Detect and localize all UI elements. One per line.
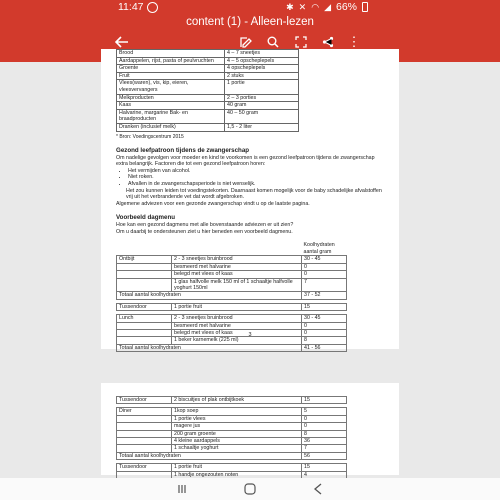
total-label-cell: Totaal aantal koolhydraten [117,292,302,299]
food-cell: 2 - 3 sneetjes bruinbrood [172,315,302,322]
page-number: 3 [248,332,252,338]
meal-cell [117,271,172,278]
carbs-cell: 8 [302,430,347,437]
table-row [117,50,299,58]
carbs-cell: 36 [302,438,347,445]
carbs-cell: 30 - 45 [302,256,347,263]
carbs-cell: 0 [302,415,347,422]
carbs-cell: 4 [302,471,347,478]
carbs-cell: 30 - 45 [302,315,347,322]
food-category-cell: Melkproducten [117,94,225,102]
amount-cell: 2 – 3 porties [225,94,299,102]
meal-cell: Tussendoor [117,464,172,471]
carbs-cell: 15 [302,464,347,471]
bullet-list [128,168,384,188]
table-row [117,80,299,94]
food-cell: 2 - 3 sneetjes bruinbrood [172,256,302,263]
table-row [117,322,347,329]
table-row [117,452,347,459]
meal-cell [117,263,172,270]
carbs-cell: 0 [302,423,347,430]
paragraph: Hoe kan een gezond dagmenu met alle bovenstaande adviezen er uit zien? [116,222,294,229]
recent-apps-icon[interactable] [172,482,192,496]
list-item: • Het vermijden van alcohol. [128,168,384,175]
status-time: 11:47 [118,1,144,13]
list-item: • Afvallen in de zwangerschapsperiode is niet wenselijk. [128,181,384,188]
table-row [117,65,299,73]
table-row [117,408,347,415]
document-title: content (1) - Alleen-lezen [186,16,314,28]
table-row [117,72,299,80]
mute-icon: ✕ [298,1,307,12]
table-header-row [117,242,347,255]
food-cell: 1 portie fruit [172,303,302,310]
meal-cell [117,278,172,292]
food-cell: 200 gram groente [172,430,302,437]
meal-cell [117,415,172,422]
food-cell: besmeerd met halvarine [172,322,302,329]
food-cell: 1 portie fruit [172,464,302,471]
status-bar [0,0,500,15]
table-row [117,303,347,310]
table-row [117,271,347,278]
total-label-cell: Totaal aantal koolhydraten [117,344,302,351]
food-cell: besmeerd met halvarine [172,263,302,270]
source-note: * Bron: Voedingscentrum 2015 [116,133,184,140]
signal-icon: ◢ [324,1,331,12]
food-category-cell: Fruit [117,72,225,80]
table-row [117,123,299,131]
meal-cell: Lunch [117,315,172,322]
food-category-cell: Kaas [117,102,225,110]
table-row [117,263,347,270]
meal-cell: Tussendoor [117,303,172,310]
battery-percent: 66% [335,1,357,13]
carbs-cell: 15 [302,303,347,310]
total-value-cell: 41 - 56 [302,344,347,351]
table-row [117,445,347,452]
document-page-4 [101,383,399,478]
meal-cell [117,445,172,452]
total-value-cell: 56 [302,452,347,459]
table-row [117,256,347,263]
table-row [117,344,347,351]
meal-cell [117,322,172,329]
food-category-cell: Brood [117,50,225,58]
amount-cell: 4 – 5 opscheplepels [225,57,299,65]
header-cell: Koolhydraten aantal gram [302,242,347,255]
document-page-3 [101,49,399,349]
carbs-cell: 0 [302,322,347,329]
table-row [117,57,299,65]
home-icon[interactable] [240,482,260,496]
bluetooth-icon: ✱ [286,1,294,12]
list-item: • Niet roken. [128,174,384,181]
day-menu-table-continued [116,396,347,479]
total-value-cell: 37 - 52 [302,292,347,299]
meal-cell: Tussendoor [117,397,172,404]
food-category-cell: Vlees(waren), vis, kip, eieren, vleesvervangers [117,80,225,94]
table-row [117,292,347,299]
total-label-cell: Totaal aantal koolhydraten [117,452,302,459]
amount-cell: 1 portie [225,80,299,94]
food-cell: belegd met vlees of kaas [172,329,302,336]
food-cell: 1kop soep [172,408,302,415]
table-row [117,278,347,292]
table-row [117,102,299,110]
battery-icon [362,2,368,12]
carbs-cell: 0 [302,263,347,270]
carbs-cell: 0 [302,329,347,336]
section-heading: Voorbeeld dagmenu [116,214,176,222]
carbs-cell: 8 [302,337,347,344]
carbs-cell: 0 [302,271,347,278]
table-row [117,423,347,430]
table-row [117,438,347,445]
carbs-cell: 5 [302,408,347,415]
food-category-cell: Halvarine, margarine Bak- en braadproducten [117,109,225,123]
amount-cell: 40 – 50 gram [225,109,299,123]
meal-cell: Diner [117,408,172,415]
food-category-cell: Groente [117,65,225,73]
meal-cell [117,423,172,430]
food-cell: magere jus [172,423,302,430]
meal-cell [117,430,172,437]
whatsapp-notification-icon [147,2,158,13]
food-category-cell: Aardappelen, rijst, pasta of peulvruchten [117,57,225,65]
wifi-icon: ◠ [311,1,320,12]
food-cell: 1 beker karnemelk (225 ml) [172,337,302,344]
amount-cell: 40 gram [225,102,299,110]
meal-cell: Ontbijt [117,256,172,263]
food-advice-table [116,49,299,132]
carbs-cell: 7 [302,445,347,452]
food-cell: 4 kleine aardappels [172,438,302,445]
table-row [117,430,347,437]
food-cell: 1 portie vlees [172,415,302,422]
food-cell: 1 handje ongezouten noten [172,471,302,478]
amount-cell: 4 opscheplepels [225,65,299,73]
table-row [117,94,299,102]
food-cell: 1 glas halfvolle melk 150 ml of 1 schaaltje halfvolle yoghurt 150ml [172,278,302,292]
paragraph: Algemene adviezen voor een gezonde zwangerschap vindt u op de laatste pagina. [116,200,310,207]
indented-paragraph: Het zou kunnen leiden tot voedingstekorten. Daarnaast komen mogelijk voor de baby schadelijke afvalstoffen vrij uit het verbrandende vet dat wordt afgebroken. [126,187,382,201]
table-row [117,415,347,422]
food-cell: 2 biscuitjes of plak ontbijtkoek [172,397,302,404]
status-icons [286,1,368,13]
carbs-cell: 7 [302,278,347,292]
navigation-bar [0,478,500,500]
food-cell: 1 schaaltje yoghurt [172,445,302,452]
back-icon[interactable] [308,482,328,496]
table-row [117,315,347,322]
meal-cell [117,438,172,445]
table-row [117,464,347,471]
more-options-icon[interactable]: ⋮ [347,34,361,49]
table-row [117,397,347,404]
table-row [117,109,299,123]
paragraph: Om nadelige gevolgen voor moeder en kind te voorkomen is een gezond leefpatroon tijdens de zwangerschap extra belangrijk. Factoren die tot een gezond leefpatroon horen: [116,154,375,168]
food-category-cell: Dranken (inclusief melk) [117,123,225,131]
amount-cell: 1,5 - 2 liter [225,123,299,131]
amount-cell: 4 – 7 sneetjes [225,50,299,58]
section-heading: Gezond leefpatroon tijdens de zwangerschap [116,146,250,154]
food-cell: belegd met vlees of kaas [172,271,302,278]
carbs-cell: 15 [302,397,347,404]
healthy-lifestyle-section [101,147,399,236]
paragraph: Om u daarbij te ondersteunen ziet u hier beneden een voorbeeld dagmenu. [116,228,293,235]
amount-cell: 2 stuks [225,72,299,80]
